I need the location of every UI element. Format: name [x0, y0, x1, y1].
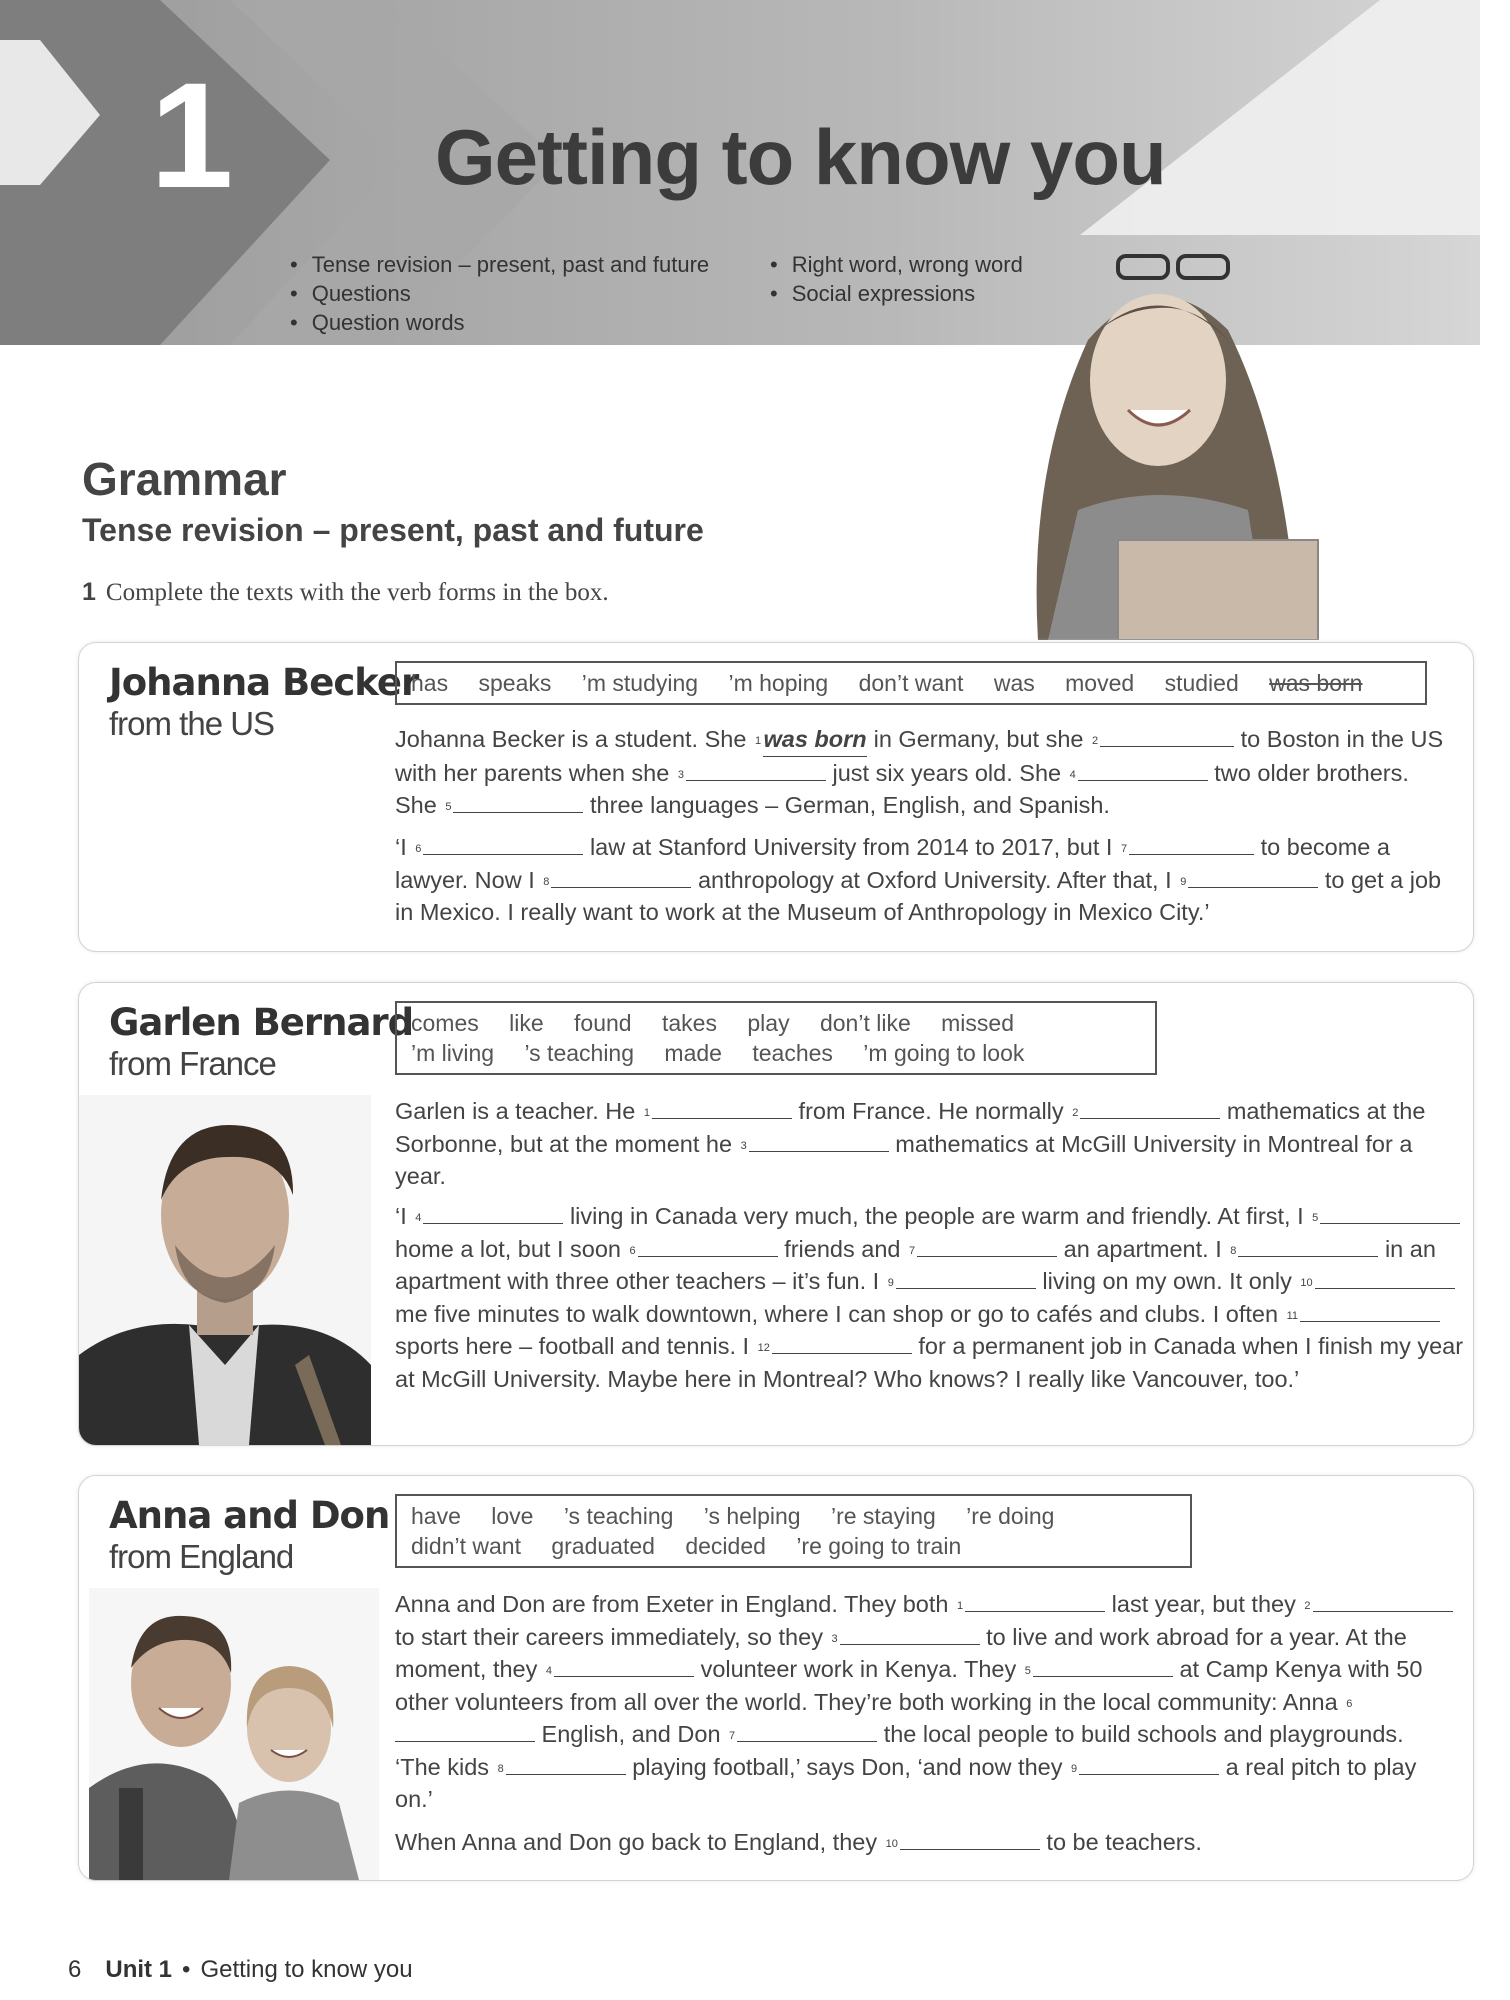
blank-10[interactable]	[900, 1828, 1040, 1850]
text: I	[872, 1268, 880, 1294]
topic-item: • Question words	[290, 308, 709, 337]
text: an	[1063, 1235, 1090, 1262]
text-paragraph: Garlen is a teacher. He $^1$ from France. He normally $^2$ mathematics at the Sorbonne, but at the moment he $^3$ mathematics at McGill University in Montreal for a year.	[395, 1098, 1426, 1189]
section-title: Grammar	[82, 453, 287, 505]
text: volunteer work in Kenya. They	[700, 1656, 1017, 1682]
blank-2[interactable]	[1313, 1590, 1453, 1612]
word: teaches	[752, 1040, 833, 1066]
blank-4[interactable]	[1078, 759, 1208, 781]
text: When Anna and Don go back to England, they	[395, 1829, 878, 1855]
word: moved	[1065, 670, 1135, 696]
text: Johanna Becker is a student. She	[395, 726, 747, 752]
text: at the Sorbonne, but at the moment he	[395, 1098, 1426, 1157]
topic-item: • Tense revision – present, past and future	[290, 250, 709, 279]
text: apartment. I	[1096, 1235, 1222, 1262]
topic-item: • Social expressions	[770, 279, 1023, 308]
word: missed	[941, 1010, 1014, 1036]
text: from France. He normally	[798, 1098, 1064, 1124]
teacher-photo	[79, 1095, 371, 1445]
text: three languages – German, English, and Spanish.	[590, 792, 1110, 818]
text-paragraph: When Anna and Don go back to England, they $^{10}$ to be teachers.	[395, 1829, 1202, 1855]
text: sports here – football	[395, 1333, 615, 1359]
text: living in Canada very much, the people are warm and friendly. At first,	[569, 1203, 1291, 1229]
blank-9[interactable]	[1079, 1753, 1219, 1775]
blank-5[interactable]	[1320, 1202, 1460, 1224]
text: law at Stanford University from 2014 to 2017, but I	[589, 834, 1113, 860]
text: at Camp Kenya with 50 other volunteers from all over the world. They’re	[395, 1656, 1423, 1715]
text: to get a job in Mexico. I really want to work at the Museum of Anthropology in Mexico City.’	[395, 866, 1442, 925]
blank-6[interactable]	[395, 1720, 535, 1742]
word: play	[747, 1010, 790, 1036]
text: two	[1214, 759, 1251, 786]
blank-8[interactable]	[1238, 1235, 1378, 1257]
text: says Don, ‘and now they	[806, 1753, 1063, 1780]
person-name: Garlen Bernard	[109, 1001, 414, 1044]
text: me five minutes to walk downtown,	[395, 1300, 759, 1327]
blank-1[interactable]	[965, 1590, 1105, 1612]
text: to Boston in	[1240, 726, 1365, 752]
word: didn’t want	[411, 1533, 521, 1559]
section-subtitle: Tense revision – present, past and future	[82, 512, 704, 548]
word-crossed-out: was born	[1269, 670, 1363, 696]
text: ‘I	[395, 834, 407, 860]
blank-2[interactable]	[1100, 725, 1234, 747]
blank-8[interactable]	[506, 1753, 626, 1775]
text: abroad for a year. At the moment, they	[395, 1623, 1407, 1682]
text: older brothers. She	[395, 759, 1409, 818]
word: don’t like	[819, 1010, 911, 1036]
text: to be teachers.	[1046, 1829, 1202, 1855]
person-name: Anna and Don	[109, 1494, 390, 1537]
page-footer	[68, 1956, 413, 1984]
blank-3[interactable]	[840, 1623, 980, 1645]
word: ’m going to look	[863, 1040, 1025, 1066]
blank-4[interactable]	[423, 1202, 563, 1224]
blank-6[interactable]	[423, 833, 583, 855]
text: English, and Don	[541, 1721, 721, 1747]
unit-title: Getting to know you	[435, 113, 1166, 201]
text: a real pitch to play on.’	[395, 1753, 1417, 1812]
word: ’re staying	[830, 1503, 936, 1529]
word: ’s teaching	[524, 1040, 635, 1066]
text: the local people to build schools and playgrounds. ‘The kids	[395, 1721, 1404, 1780]
word: ’m studying	[581, 670, 699, 696]
text: Montreal for a year.	[395, 1130, 1413, 1189]
text: where I can shop or go to cafés and clubs. I often	[764, 1300, 1279, 1327]
text: Anna and Don are from Exeter in England. They both	[395, 1591, 949, 1617]
word: decided	[685, 1533, 766, 1559]
word-box	[395, 1494, 1192, 1568]
text: both working in the local community: Anna	[898, 1688, 1338, 1715]
word: ’re going to train	[796, 1533, 962, 1559]
text: to become	[1260, 834, 1371, 860]
blank-11[interactable]	[1300, 1300, 1440, 1322]
footer-unit: Unit 1	[105, 1956, 173, 1983]
blank-1[interactable]	[652, 1097, 792, 1119]
blank-5[interactable]	[453, 791, 583, 813]
text: to start their careers immediately, so they	[395, 1623, 823, 1650]
word: was	[993, 670, 1035, 696]
card-johanna	[78, 642, 1474, 952]
text: for a permanent job in Canada when I finish my year at McGill	[395, 1333, 1464, 1392]
blank-4[interactable]	[554, 1655, 694, 1677]
text-paragraph: ‘I $^6$ law at Stanford University from 2014 to 2017, but I $^7$ to become a lawyer. Now I $^8$ anthropology at Oxford University. After that, I $^9$ to get a job in Mexico. I really want to work at the Museum of Anthropology in Mexico City.’	[395, 834, 1442, 925]
unit-number: 1	[150, 51, 234, 219]
word: made	[664, 1040, 722, 1066]
exercise-instruction	[82, 578, 609, 607]
card-garlen	[78, 982, 1474, 1446]
text: just six years old. She	[832, 759, 1062, 786]
blank-7[interactable]	[737, 1720, 877, 1742]
word: studied	[1164, 670, 1239, 696]
text-paragraph: Anna and Don are from Exeter in England. They both $^1$ last year, but they $^2$ to start their careers immediately, so they $^3$ to live and work abroad for a year. At the moment, they $^4$ volunteer work in Kenya. They $^5$ at Camp Kenya with 50 other volunteers from all over the world. They’re both working in the local community: Anna $^6$ English, and Don $^7$ the local people to build schools and playgrounds. ‘The kids $^8$ playing football,’ says Don, ‘and now they $^9$ a real pitch to play on.’	[395, 1588, 1455, 1816]
text: the US with her parents when she	[395, 726, 1444, 786]
blank-7[interactable]	[1129, 833, 1254, 855]
text: living on my own. It only	[1042, 1268, 1292, 1294]
answer-1: was born	[763, 723, 867, 757]
text: anthropology at Oxford University. After that, I	[697, 866, 1172, 893]
text: to live and work	[986, 1623, 1150, 1650]
blank-6[interactable]	[638, 1235, 778, 1257]
text: University. Maybe here in Montreal? Who knows? I really like Vancouver, too.’	[492, 1365, 1300, 1392]
word-box	[395, 661, 1427, 705]
instruction-text: Complete the texts with the verb forms in the box.	[105, 579, 609, 606]
word-box	[395, 1001, 1157, 1075]
word: ’re doing	[966, 1503, 1055, 1529]
text: in Germany, but she	[873, 726, 1084, 752]
word: speaks	[478, 670, 552, 696]
text: and tennis. I	[621, 1333, 750, 1359]
text: ‘I	[395, 1203, 407, 1229]
person-origin: from England	[109, 1538, 294, 1575]
word: like	[509, 1010, 544, 1036]
footer-separator: •	[182, 1956, 191, 1983]
volunteers-photo	[89, 1588, 379, 1880]
blank-10[interactable]	[1315, 1267, 1455, 1289]
text: mathematics	[1226, 1098, 1361, 1124]
text: friends and	[784, 1235, 901, 1262]
topic-item: • Questions	[290, 279, 709, 308]
text: home a lot, but I soon	[395, 1235, 622, 1262]
page-number: 6	[68, 1956, 82, 1983]
blank-3[interactable]	[749, 1130, 889, 1152]
topic-list-left	[290, 250, 709, 337]
student-photo	[968, 250, 1348, 640]
word: have	[411, 1503, 461, 1529]
blank-7[interactable]	[917, 1235, 1057, 1257]
exercise-number: 1	[82, 578, 96, 606]
word: graduated	[551, 1533, 655, 1559]
word: has	[411, 670, 449, 696]
word: ’m living	[411, 1040, 495, 1066]
text: last year, but they	[1111, 1591, 1296, 1617]
word: love	[491, 1503, 534, 1529]
text: playing football,’	[632, 1753, 800, 1780]
blank-12[interactable]	[772, 1332, 912, 1354]
text: I	[1297, 1203, 1304, 1229]
person-name: Johanna Becker	[109, 661, 419, 704]
text: in an apartment with three other teachers – it’s fun.	[395, 1235, 1436, 1294]
word: found	[574, 1010, 632, 1036]
blank-9[interactable]	[1188, 866, 1318, 888]
person-origin: from France	[109, 1045, 276, 1082]
word: ’s teaching	[563, 1503, 674, 1529]
text: Garlen is a teacher. He	[395, 1098, 636, 1124]
blank-2[interactable]	[1080, 1097, 1220, 1119]
text-paragraph: ‘I $^4$ living in Canada very much, the people are warm and friendly. At first, I $^5$ home a lot, but I soon $^6$ friends and $^7$ an apartment. I $^8$ in an apartment with three other teachers – it’s fun. I $^9$ living on my own. It only $^{10}$ me five minutes to walk downtown, where I can shop or go to cafés and clubs. I often $^{11}$ sports here – football and tennis. I $^{12}$ for a permanent job in Canada when I finish my year at McGill University. Maybe here in Montreal? Who knows? I really like Vancouver, too.’	[395, 1203, 1464, 1392]
card-anna-don	[78, 1475, 1474, 1881]
footer-title: Getting to know you	[200, 1956, 413, 1983]
word: takes	[662, 1010, 717, 1036]
word: don’t want	[858, 670, 964, 696]
word: ’s helping	[703, 1503, 801, 1529]
blank-8[interactable]	[551, 866, 691, 888]
word: ’m hoping	[728, 670, 829, 696]
text-paragraph: Johanna Becker is a student. She $^1$ was born in Germany, but she $^2$ to Boston in the US with her parents when she $^3$ just six years old. She $^4$ two older brothers. She $^5$ three languages – German, English, and Spanish.	[395, 723, 1455, 822]
topic-item: • Right word, wrong word	[770, 250, 1023, 279]
text: a lawyer. Now I	[395, 834, 1390, 893]
blank-5[interactable]	[1033, 1655, 1173, 1677]
blank-9[interactable]	[896, 1267, 1036, 1289]
word: comes	[411, 1010, 479, 1036]
blank-3[interactable]	[686, 759, 826, 781]
person-origin: from the US	[109, 705, 275, 742]
text: mathematics at McGill University in	[895, 1130, 1261, 1157]
